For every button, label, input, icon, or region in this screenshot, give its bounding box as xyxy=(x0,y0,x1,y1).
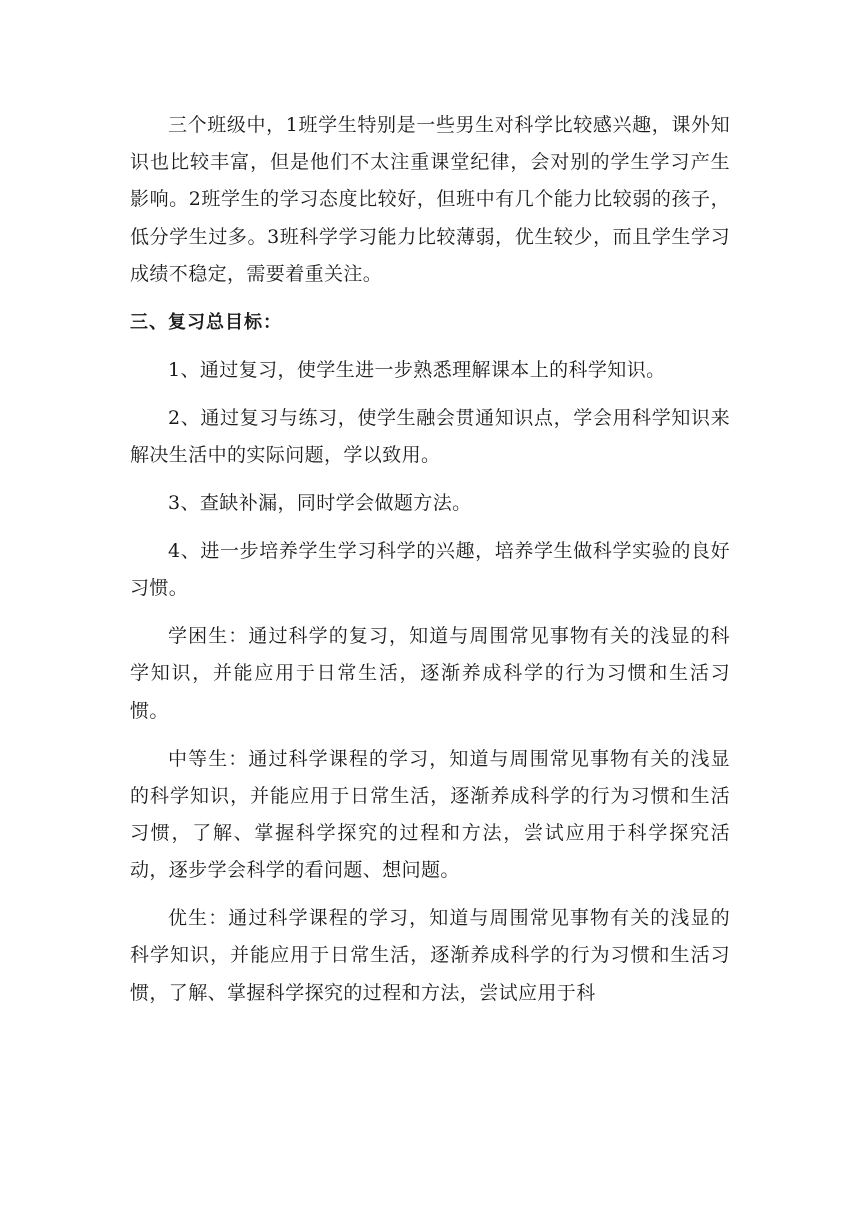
section-heading: 三、复习总目标： xyxy=(130,311,282,333)
top-students-paragraph: 优生：通过科学课程的学习，知道与周围常见事物有关的浅显的科学知识，并能应用于日常生活，逐渐养成科学的行为习惯和生活习惯，了解、掌握科学探究的过程和方法，尝试应用于科 xyxy=(130,907,730,1004)
goal-item-3: 3、查缺补漏，同时学会做题方法。 xyxy=(168,492,472,515)
document-body xyxy=(130,107,730,1023)
weak-students-paragraph: 学困生：通过科学的复习，知道与周围常见事物有关的浅显的科学知识，并能应用于日常生活，逐渐养成科学的行为习惯和生活习惯。 xyxy=(130,625,730,722)
middle-students-paragraph: 中等生：通过科学课程的学习，知道与周围常见事物有关的浅显的科学知识，并能应用于日常生活，逐渐养成科学的行为习惯和生活习惯，了解、掌握科学探究的过程和方法，尝试应用于科学探究活动，逐步学会科学的看问题、想问题。 xyxy=(130,747,730,882)
class-analysis-paragraph: 三个班级中，1班学生特别是一些男生对科学比较感兴趣，课外知识也比较丰富，但是他们不太注重课堂纪律，会对别的学生学习产生影响。2班学生的学习态度比较好，但班中有几个能力比较弱的孩子，低分学生过多。3班科学学习能力比较薄弱，优生较少，而且学生学习成绩不稳定，需要着重关注。 xyxy=(130,114,730,285)
goal-item-1: 1、通过复习，使学生进一步熟悉理解课本上的科学知识。 xyxy=(168,358,666,381)
goal-item-4: 4、进一步培养学生学习科学的兴趣，培养学生做科学实验的良好习惯。 xyxy=(130,540,730,600)
goal-item-2: 2、通过复习与练习，使学生融会贯通知识点，学会用科学知识来解决生活中的实际问题，学以致用。 xyxy=(130,406,730,467)
